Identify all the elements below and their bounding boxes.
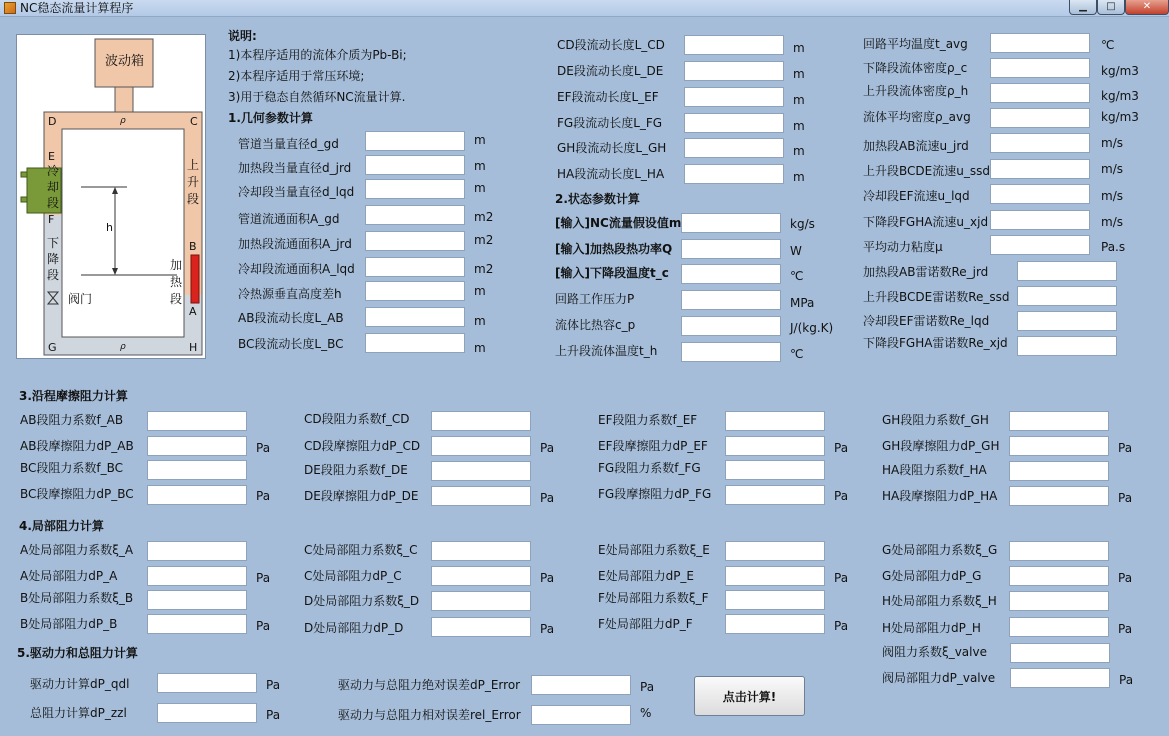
field-label: EF段摩擦阻力dP_EF: [598, 439, 708, 453]
section-1-title: 1.几何参数计算: [228, 111, 313, 125]
field-label: BC段摩擦阻力dP_BC: [20, 487, 134, 501]
l-bc-input[interactable]: [365, 333, 465, 353]
field-label: BC段流动长度L_BC: [238, 337, 344, 351]
field-label: D处局部阻力dP_D: [304, 621, 404, 635]
dp-f-input[interactable]: [725, 614, 825, 634]
l-ab-input[interactable]: [365, 307, 465, 327]
field-unit: ℃: [790, 269, 804, 283]
f-bc-input[interactable]: [147, 460, 247, 480]
dp-qdl-input[interactable]: [157, 673, 257, 693]
field-label: GH段摩擦阻力dP_GH: [882, 439, 1000, 453]
xi-g-input[interactable]: [1009, 541, 1109, 561]
section-5-title: 5.驱动力和总阻力计算: [17, 646, 138, 660]
d-jrd-input[interactable]: [365, 155, 465, 175]
field-unit: Pa: [540, 491, 555, 505]
field-unit: Pa: [640, 680, 655, 694]
field-label: 阀阻力系数ξ_valve: [882, 645, 987, 659]
rel-error-input[interactable]: [531, 705, 631, 725]
field-label: CD段阻力系数f_CD: [304, 412, 410, 426]
field-unit: Pa: [1118, 491, 1133, 505]
field-label: 冷热源垂直高度差h: [238, 287, 342, 301]
maximize-button[interactable]: □: [1097, 0, 1125, 15]
field-label: 冷却段流通面积A_lqd: [238, 262, 355, 276]
loop-diagram-svg: [17, 35, 207, 360]
loop-diagram: [16, 34, 206, 359]
field-label: 流体平均密度ρ_avg: [863, 110, 971, 124]
field-label: A处局部阻力系数ξ_A: [20, 543, 134, 557]
field-unit: Pa: [1118, 441, 1133, 455]
field-unit: J/(kg.K): [790, 321, 834, 335]
re-xjd-input[interactable]: [1017, 336, 1117, 356]
field-label: [输入]加热段热功率Q: [555, 242, 673, 256]
field-unit: m/s: [1101, 162, 1123, 176]
rho-h-input[interactable]: [990, 83, 1090, 103]
field-label: AB段摩擦阻力dP_AB: [20, 439, 134, 453]
field-unit: W: [790, 244, 802, 258]
field-unit: Pa: [1119, 673, 1134, 687]
l-de-input[interactable]: [684, 61, 784, 81]
field-label: 加热段AB雷诺数Re_jrd: [863, 265, 989, 279]
field-unit: kg/m3: [1101, 110, 1139, 124]
cooling-section-label: 冷却段: [47, 164, 60, 210]
field-unit: Pa: [1118, 571, 1133, 585]
field-unit: Pa: [256, 489, 271, 503]
field-unit: ℃: [1101, 38, 1115, 52]
field-unit: m2: [474, 210, 494, 224]
field-label: AB段阻力系数f_AB: [20, 413, 124, 427]
field-label: H处局部阻力系数ξ_H: [882, 594, 997, 608]
xi-a-input[interactable]: [147, 541, 247, 561]
field-label: FG段流动长度L_FG: [557, 116, 663, 130]
l-cd-input[interactable]: [684, 35, 784, 55]
rho-bottom-label: ρ: [120, 342, 126, 352]
xi-valve-input[interactable]: [1010, 643, 1110, 663]
field-label: [输入]NC流量假设值m: [555, 216, 682, 230]
field-label: D处局部阻力系数ξ_D: [304, 594, 420, 608]
notes-line-2: 2)本程序适用于常压环境;: [228, 69, 365, 83]
pressure-input[interactable]: [681, 290, 781, 310]
field-unit: Pa: [834, 489, 849, 503]
field-label: HA段阻力系数f_HA: [882, 463, 987, 477]
dp-ef-input[interactable]: [725, 436, 825, 456]
notes-line-3: 3)用于稳态自然循环NC流量计算.: [228, 90, 406, 104]
l-gh-input[interactable]: [684, 138, 784, 158]
surge-tank-label: 波动箱: [105, 54, 145, 69]
field-label: 管道流通面积A_gd: [238, 212, 340, 226]
riser-section-label: 上升段: [187, 158, 200, 206]
dp-error-input[interactable]: [531, 675, 631, 695]
l-fg-input[interactable]: [684, 113, 784, 133]
field-label: 加热段AB流速u_jrd: [863, 139, 969, 153]
field-label: DE段阻力系数f_DE: [304, 463, 408, 477]
field-label: 上升段BCDE流速u_ssd: [863, 164, 990, 178]
field-unit: Pa: [540, 622, 555, 636]
dp-fg-input[interactable]: [725, 485, 825, 505]
dp-d-input[interactable]: [431, 617, 531, 637]
field-label: 冷却段EF流速u_lqd: [863, 189, 970, 203]
field-label: 加热段流通面积A_jrd: [238, 237, 352, 251]
dp-b-input[interactable]: [147, 614, 247, 634]
f-gh-input[interactable]: [1009, 411, 1109, 431]
field-label: G处局部阻力系数ξ_G: [882, 543, 998, 557]
loop-pipe-shape: [44, 112, 202, 355]
field-label: 下降段FGHA流速u_xjd: [863, 215, 989, 229]
field-label: GH段阻力系数f_GH: [882, 413, 989, 427]
notes-title: 说明:: [228, 29, 257, 43]
field-unit: m: [793, 41, 805, 55]
field-unit: kg/m3: [1101, 89, 1139, 103]
field-unit: kg/s: [790, 217, 815, 231]
viscosity-input[interactable]: [990, 235, 1090, 255]
field-label: 上升段BCDE雷诺数Re_ssd: [863, 290, 1010, 304]
field-label: FG段阻力系数f_FG: [598, 461, 701, 475]
a-gd-input[interactable]: [365, 205, 465, 225]
point-a-label: A: [189, 305, 197, 318]
surge-tank-neck: [115, 87, 133, 112]
calculate-button[interactable]: 点击计算!: [694, 676, 805, 716]
field-unit: MPa: [790, 296, 815, 310]
field-label: GH段流动长度L_GH: [557, 141, 667, 155]
xi-h-input[interactable]: [1009, 591, 1109, 611]
rho-c-input[interactable]: [990, 58, 1090, 78]
field-unit: m2: [474, 233, 494, 247]
point-d-label: D: [48, 115, 57, 128]
h-input[interactable]: [365, 281, 465, 301]
field-label: [输入]下降段温度t_c: [555, 266, 669, 280]
dp-de-input[interactable]: [431, 486, 531, 506]
field-label: G处局部阻力dP_G: [882, 569, 982, 583]
field-unit: Pa: [834, 441, 849, 455]
xi-f-input[interactable]: [725, 590, 825, 610]
field-label: C处局部阻力dP_C: [304, 569, 402, 583]
f-cd-input[interactable]: [431, 411, 531, 431]
field-unit: m: [474, 133, 486, 147]
u-lqd-input[interactable]: [990, 184, 1090, 204]
heater-shape: [191, 255, 199, 303]
field-label: EF段阻力系数f_EF: [598, 413, 698, 427]
field-unit: Pa: [266, 708, 281, 722]
field-label: 冷却段当量直径d_lqd: [238, 185, 355, 199]
dp-cd-input[interactable]: [431, 436, 531, 456]
section-2-title: 2.状态参数计算: [555, 192, 640, 206]
field-label: AB段流动长度L_AB: [238, 311, 344, 325]
field-label: HA段流动长度L_HA: [557, 167, 665, 181]
re-ssd-input[interactable]: [1017, 286, 1117, 306]
field-label: 回路平均温度t_avg: [863, 37, 968, 51]
xi-d-input[interactable]: [431, 591, 531, 611]
field-label: 下降段流体密度ρ_c: [863, 61, 968, 75]
field-unit: m: [793, 170, 805, 184]
close-button[interactable]: ✕: [1125, 0, 1169, 15]
section-3-title: 3.沿程摩擦阻力计算: [19, 389, 128, 403]
field-unit: m: [474, 159, 486, 173]
field-unit: Pa: [540, 571, 555, 585]
l-ef-input[interactable]: [684, 87, 784, 107]
field-unit: Pa: [256, 441, 271, 455]
field-label: 下降段FGHA雷诺数Re_xjd: [863, 336, 1008, 350]
field-label: EF段流动长度L_EF: [557, 90, 659, 104]
dp-valve-input[interactable]: [1010, 668, 1110, 688]
field-unit: m: [793, 119, 805, 133]
l-ha-input[interactable]: [684, 164, 784, 184]
xi-c-input[interactable]: [431, 541, 531, 561]
app-icon: [4, 2, 16, 14]
cooler-inlet: [21, 172, 27, 177]
field-label: H处局部阻力dP_H: [882, 621, 981, 635]
point-g-label: G: [48, 341, 57, 354]
field-unit: Pa: [266, 678, 281, 692]
field-label: C处局部阻力系数ξ_C: [304, 543, 418, 557]
downcomer-section-label: 下降段: [47, 236, 60, 282]
valve-label: 阀门: [68, 292, 93, 306]
t-avg-input[interactable]: [990, 33, 1090, 53]
point-b-label: B: [189, 240, 197, 253]
minimize-button[interactable]: ▁: [1069, 0, 1097, 15]
t-c-input[interactable]: [681, 264, 781, 284]
f-ha-input[interactable]: [1009, 461, 1109, 481]
field-label: 管道当量直径d_gd: [238, 137, 339, 151]
field-label: DE段流动长度L_DE: [557, 64, 664, 78]
field-label: 阀局部阻力dP_valve: [882, 671, 996, 685]
xi-b-input[interactable]: [147, 590, 247, 610]
field-unit: %: [640, 706, 652, 720]
a-lqd-input[interactable]: [365, 257, 465, 277]
field-label: 冷却段EF雷诺数Re_lqd: [863, 314, 990, 328]
cp-input[interactable]: [681, 316, 781, 336]
dp-zzl-input[interactable]: [157, 703, 257, 723]
rho-top-label: ρ: [120, 116, 126, 126]
field-unit: m/s: [1101, 189, 1123, 203]
field-unit: m: [474, 341, 486, 355]
field-unit: Pa: [256, 619, 271, 633]
section-4-title: 4.局部阻力计算: [19, 519, 104, 533]
field-label: 驱动力与总阻力绝对误差dP_Error: [338, 678, 521, 692]
field-unit: m: [474, 181, 486, 195]
field-label: 平均动力粘度μ: [863, 240, 943, 254]
heating-section-label: 加热段: [170, 258, 183, 306]
field-unit: m2: [474, 262, 494, 276]
field-unit: Pa: [834, 571, 849, 585]
field-label: FG段摩擦阻力dP_FG: [598, 487, 712, 501]
u-ssd-input[interactable]: [990, 159, 1090, 179]
field-label: CD段流动长度L_CD: [557, 38, 665, 52]
dp-g-input[interactable]: [1009, 566, 1109, 586]
point-c-label: C: [190, 115, 198, 128]
cooler-outlet: [21, 197, 27, 202]
dp-ha-input[interactable]: [1009, 486, 1109, 506]
h-arrow-up: [112, 187, 118, 194]
field-label: 上升段流体温度t_h: [555, 344, 658, 358]
field-unit: m: [474, 284, 486, 298]
field-label: F处局部阻力系数ξ_F: [598, 591, 709, 605]
h-arrow-down: [112, 268, 118, 275]
notes-line-1: 1)本程序适用的流体介质为Pb-Bi;: [228, 48, 407, 62]
field-label: 驱动力计算dP_qdl: [30, 677, 130, 691]
field-unit: m: [793, 93, 805, 107]
field-label: BC段阻力系数f_BC: [20, 461, 124, 475]
field-unit: ℃: [790, 347, 804, 361]
re-lqd-input[interactable]: [1017, 311, 1117, 331]
dp-gh-input[interactable]: [1009, 436, 1109, 456]
field-label: A处局部阻力dP_A: [20, 569, 118, 583]
u-xjd-input[interactable]: [990, 210, 1090, 230]
dp-c-input[interactable]: [431, 566, 531, 586]
field-label: 上升段流体密度ρ_h: [863, 84, 969, 98]
field-label: HA段摩擦阻力dP_HA: [882, 489, 998, 503]
field-label: 总阻力计算dP_zzl: [30, 706, 127, 720]
point-f-label: F: [48, 213, 55, 226]
field-unit: m/s: [1101, 136, 1123, 150]
f-fg-input[interactable]: [725, 460, 825, 480]
point-h-label: H: [189, 341, 198, 354]
field-label: 回路工作压力P: [555, 292, 635, 306]
point-e-label: E: [48, 150, 55, 163]
field-label: 流体比热容c_p: [555, 318, 636, 332]
field-unit: Pa: [256, 571, 271, 585]
height-label: h: [106, 221, 113, 234]
field-label: B处局部阻力dP_B: [20, 617, 118, 631]
field-unit: m/s: [1101, 215, 1123, 229]
field-unit: Pa.s: [1101, 240, 1126, 254]
dp-bc-input[interactable]: [147, 485, 247, 505]
f-ab-input[interactable]: [147, 411, 247, 431]
mass-flow-input[interactable]: [681, 213, 781, 233]
d-gd-input[interactable]: [365, 131, 465, 151]
rho-avg-input[interactable]: [990, 108, 1090, 128]
d-lqd-input[interactable]: [365, 179, 465, 199]
field-label: E处局部阻力系数ξ_E: [598, 543, 710, 557]
field-label: 加热段当量直径d_jrd: [238, 161, 352, 175]
field-label: CD段摩擦阻力dP_CD: [304, 439, 421, 453]
dp-ab-input[interactable]: [147, 436, 247, 456]
field-unit: Pa: [834, 619, 849, 633]
window-title: NC稳态流量计算程序: [20, 1, 134, 15]
field-label: E处局部阻力dP_E: [598, 569, 695, 583]
dp-a-input[interactable]: [147, 566, 247, 586]
title-bar: [0, 0, 1169, 17]
t-h-input[interactable]: [681, 342, 781, 362]
dp-e-input[interactable]: [725, 566, 825, 586]
field-unit: m: [793, 67, 805, 81]
field-unit: m: [793, 144, 805, 158]
field-label: 驱动力与总阻力相对误差rel_Error: [338, 708, 521, 722]
field-unit: kg/m3: [1101, 64, 1139, 78]
u-jrd-input[interactable]: [990, 133, 1090, 153]
field-label: DE段摩擦阻力dP_DE: [304, 489, 419, 503]
field-label: B处局部阻力系数ξ_B: [20, 591, 134, 605]
f-ef-input[interactable]: [725, 411, 825, 431]
re-jrd-input[interactable]: [1017, 261, 1117, 281]
xi-e-input[interactable]: [725, 541, 825, 561]
field-unit: Pa: [1118, 622, 1133, 636]
field-unit: m: [474, 314, 486, 328]
field-label: F处局部阻力dP_F: [598, 617, 693, 631]
a-jrd-input[interactable]: [365, 231, 465, 251]
field-unit: Pa: [540, 441, 555, 455]
f-de-input[interactable]: [431, 461, 531, 481]
dp-h-input[interactable]: [1009, 617, 1109, 637]
heat-power-input[interactable]: [681, 239, 781, 259]
loop-outline-outer: [44, 112, 202, 355]
